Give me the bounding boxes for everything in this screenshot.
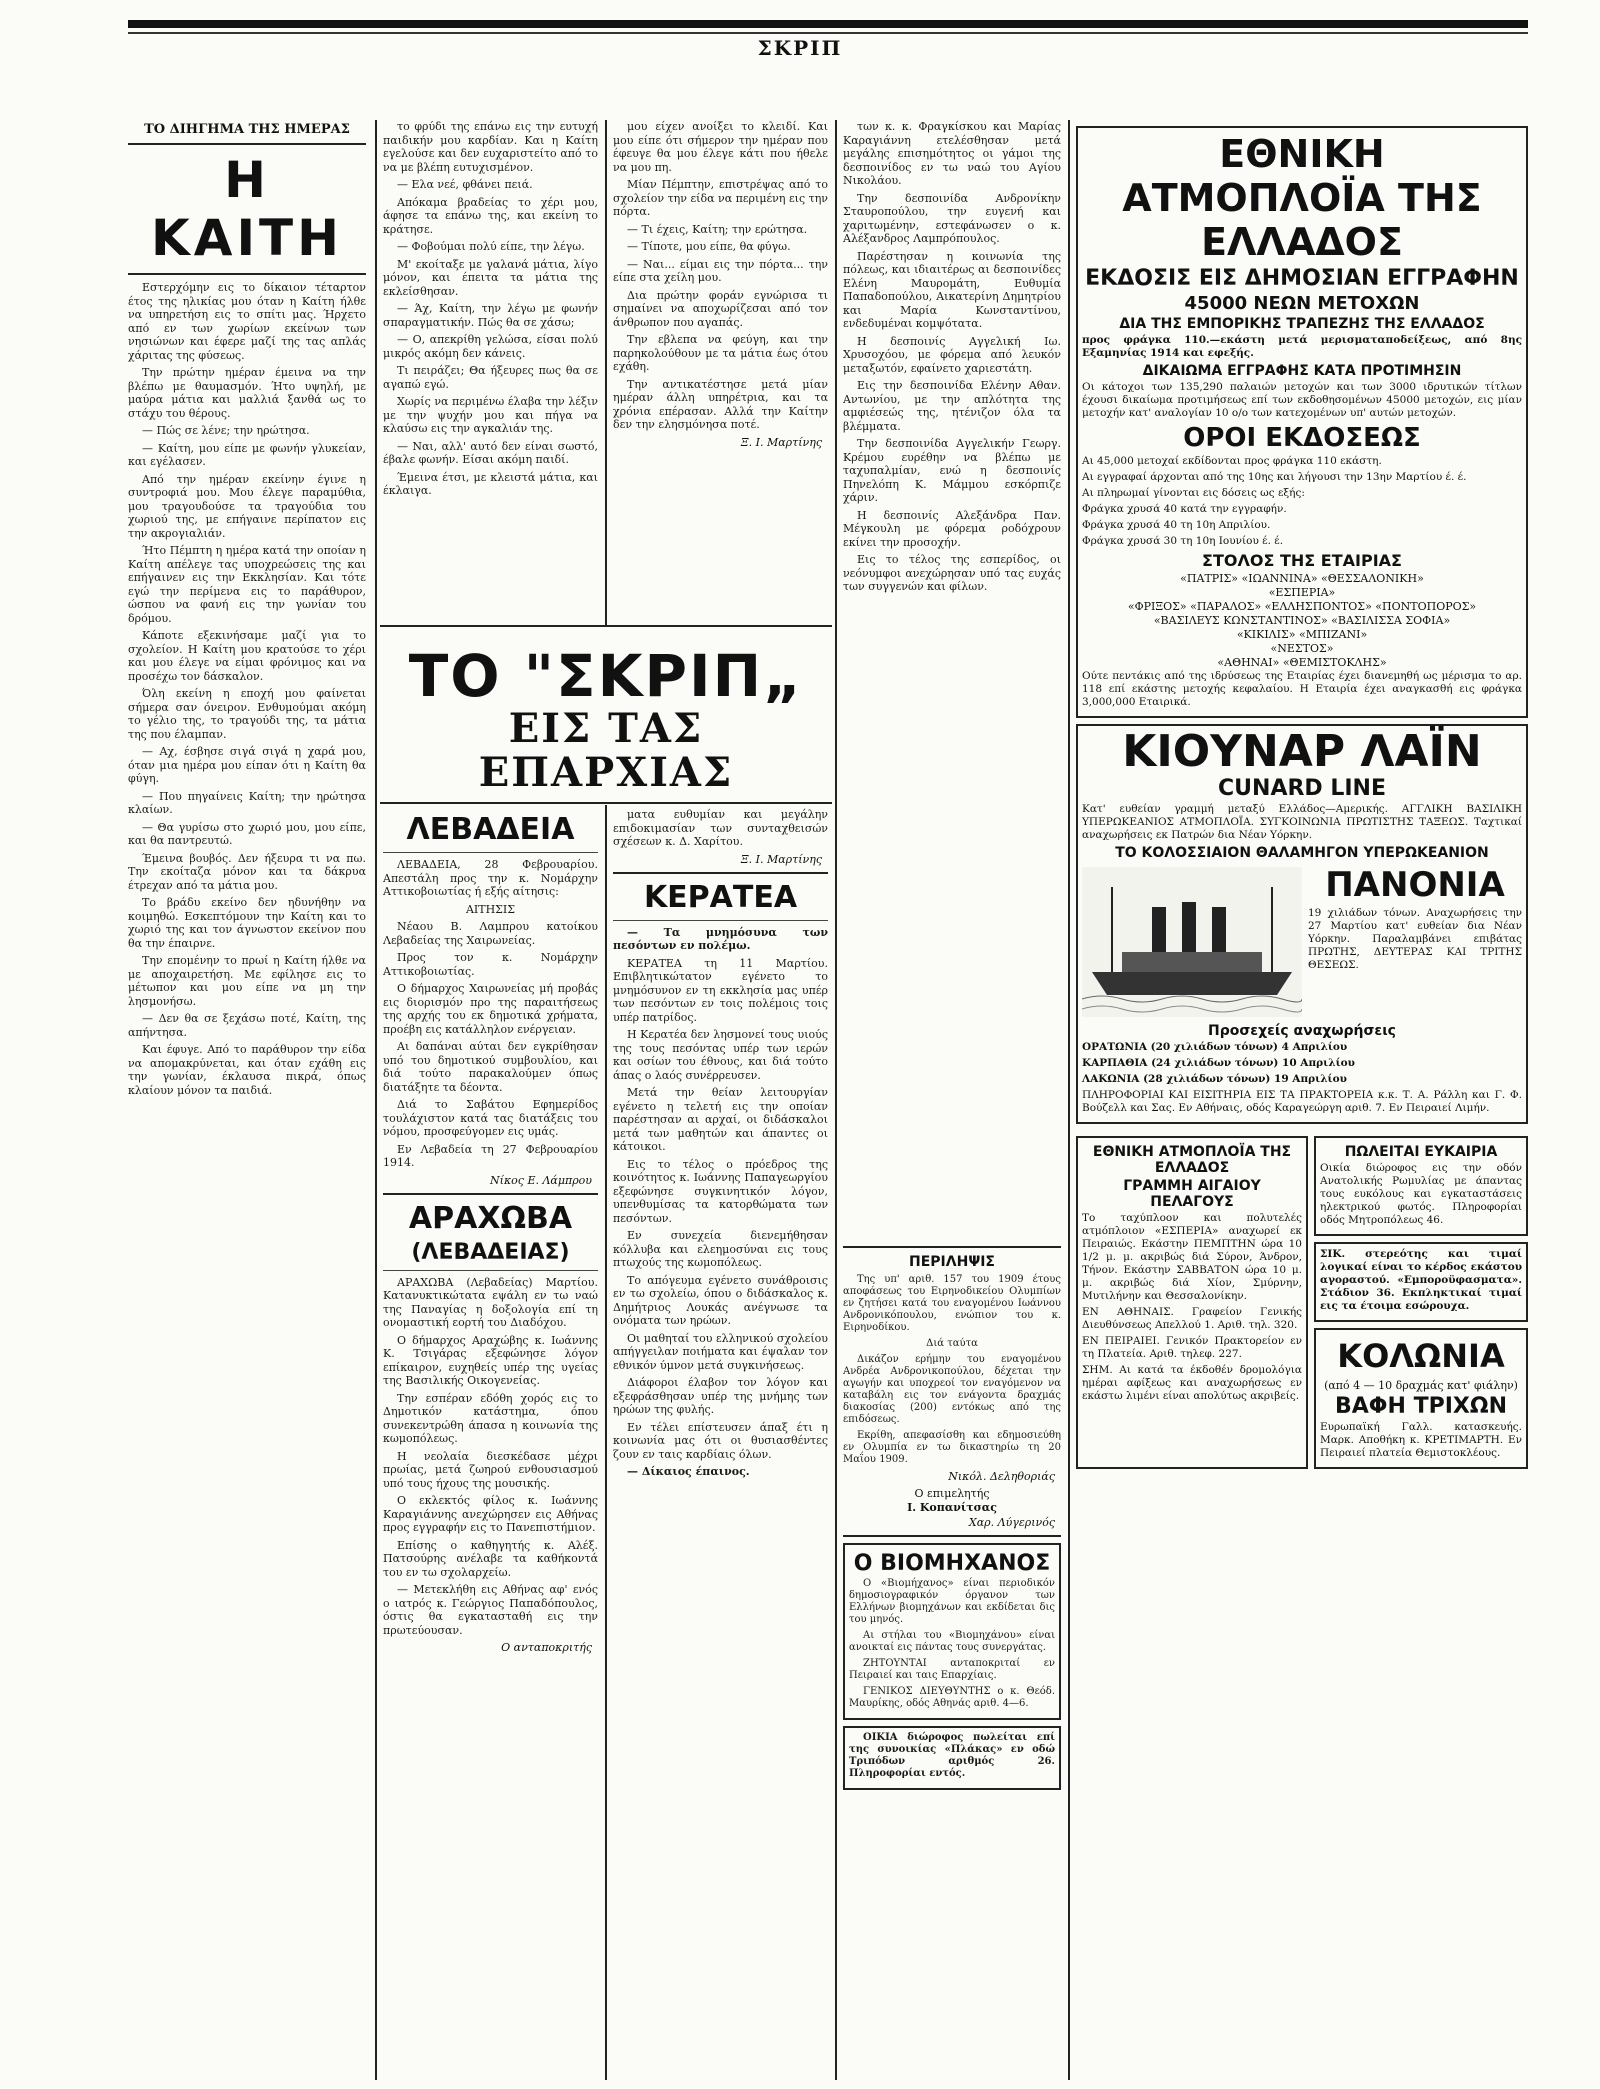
society-paragraph: Η δεσποινίς Αλεξάνδρα Παν. Μέγκουλη με φόρεμα ροδόχρουν εκίνει την προσοχήν.: [843, 508, 1061, 549]
town-heading: ΑΡΑΧΩΒΑ: [408, 1200, 573, 1236]
report-paragraph: Διά το Σαβάτου Εφημερίδος τουλάχιστον κατά τας διατάξεις του νόμου, προσφεύγομεν εις υμάς.: [383, 1098, 598, 1138]
steamship-illustration: [1082, 867, 1302, 1017]
report-paragraph: Νέαου Β. Λαμπρου κατοίκου Λεβαδείας της Χαιρωνείας.: [383, 920, 598, 947]
cologne-title: ΚΟΛΩΝΙΑ: [1337, 1337, 1505, 1375]
terms-line: Φράγκα χρυσά 40 κατά την εγγραφήν.: [1082, 503, 1287, 515]
cunard-agent: ΠΛΗΡΟΦΟΡΙΑΙ ΚΑΙ ΕΙΣΙΤΗΡΙΑ ΕΙΣ ΤΑ ΠΡΑΚΤΟΡΕΙΑ κ.κ. Τ. Α. Ράλλη και Γ. Φ. Βούζελλ και Σας. Εν Αθήναις, οδός Καραγεώργη αριθ. 7. Εν Πειραιεί Λιμήν.: [1082, 1089, 1522, 1114]
column-notices: [843, 1240, 1061, 2080]
line2-note: ΣΗΜ. Αι κατά τα έκδοθέν δρομολόγια ημέραι αφίξεως και αναχωρήσεως εν εκάστω λιμένι είναι απολύτως ακριβείς.: [1082, 1364, 1302, 1402]
fleet-text: Ούτε πεντάκις από της ιδρύσεως της Εταιρίας έχει διανεμηθή ως μέρισμα το αρ. 118 επί εκάστης μετοχής κεφαλαίου. Η Εταιρία έχει αναγκασθή εις φράγκα 3,000,000 Εταιρικά.: [1082, 670, 1522, 708]
report-paragraph: Το απόγευμα εγένετο συνάθροισις εν τω σχολείω, όπου ο διδάσκαλος κ. Δημήτριος Λουκάς ανέγνωσε τα ονόματα των ηρώων.: [613, 1273, 828, 1327]
paper-ad: [843, 1543, 1061, 1720]
report-paragraph: Διάφοροι έλαβον τον λόγον και εξεφράσθησαν υπέρ της μνήμης των ηρώων της φυλής.: [613, 1376, 828, 1416]
paper-title: Ο ΒΙΟΜΗΧΑΝΟΣ: [853, 1551, 1051, 1576]
report-paragraph: Εις το τέλος ο πρόεδρος της κοινότητος κ. Ιωάννης Παπαγεωργίου εξεφώνησε συγκινητικόν λόγον, υπενθυμίσας τα κατορθώματα των πεσόντων.: [613, 1157, 828, 1225]
provinces-banner: [380, 625, 832, 804]
report-paragraph: Ο δήμαρχος Χαιρωνείας μή προβάς εις διορισμόν προ της παραιτήσεως της αρχής του εκ δημοτικά χρήματα, προέβη εις κατάλληλον ενέργειαν.: [383, 982, 598, 1036]
notice-signature: Ο επιμελητής: [914, 1487, 990, 1500]
banner-title: ΤΟ "ΣΚΡΙΠ„: [408, 642, 804, 710]
terms-line: Αι εγγραφαί άρχονται από της 10ης και λήγουσι την 13ην Μαρτίου έ. έ.: [1082, 471, 1467, 483]
story-paragraph: — Άχ, Καίτη, την λέγω με φωνήν σπαραγματικήν. Πώς θα σε χάσω;: [383, 302, 598, 329]
story-paragraph: Μ' εκοίταξε με γαλανά μάτια, λίγο μόνον, και έπειτα τα μάτια της εκλείσθησαν.: [383, 257, 598, 298]
notice-paragraph: Διά ταύτα: [926, 1338, 978, 1349]
report-paragraph: Την εσπέραν εδόθη χορός εις το Δημοτικόν κατάστημα, όπου συνεκεντρώθη άπασα η κοινωνία της κωμοπόλεως.: [383, 1391, 598, 1445]
departure-line: ΚΑΡΠΑΘΙΑ (24 χιλιάδων τόνων) 10 Απριλίου: [1082, 1057, 1355, 1069]
offer-ad: [1314, 1136, 1528, 1236]
story-paragraph: — Θα γυρίσω στο χωριό μου, μου είπε, και θα παντρευτώ.: [128, 820, 366, 847]
ship-block: [1082, 863, 1522, 1021]
divider: [613, 920, 828, 921]
column-keratea: [613, 808, 828, 2078]
story-paragraph: Κάποτε εξεκινήσαμε μαζί για το σχολείον. Η Καίτη μου κρατούσε το χέρι και μου έλεγε να είμαι φρόνιμος και να προσέχω τον δάσκαλον.: [128, 629, 366, 683]
notice-paragraph: Δικάζον ερήμην του εναγομένου Ανδρέα Ανδρονικοπούλου, δέχεται την αγωγήν και υποχρεοί τον εναγόμενον να καταβάλη εις τον ενάγοντα δραχμάς διακοσίας (200) εντόκως από της επιδόσεως.: [843, 1354, 1061, 1425]
society-paragraph: Την δεσποινίδα Ανδρονίκην Σταυροπούλου, την ευγενή και χαριτωμένην, εστεφάνωσεν ο κ. Αλέξανδρος Λαμπρόπουλος.: [843, 191, 1061, 245]
cunard-subtitle: CUNARD LINE: [1218, 776, 1386, 801]
society-paragraph: Εις την δεσποινίδα Ελένην Αθαν. Αντωνίου, με την απλότητα της αμφιέσεώς της, ητένιζον όλα τα βλέμματα.: [843, 379, 1061, 433]
report-signature: Ξ. Ι. Μαρτίνης: [740, 852, 822, 866]
story-paragraph: Την εβλεπα να φεύγη, και την παρηκολούθουν με τα μάτια έως ότου εχάθη.: [613, 333, 828, 373]
small-ads: [1314, 1130, 1528, 1475]
story-headline: Η ΚΑΙΤΗ: [151, 151, 343, 267]
report-paragraph: — Μετεκλήθη εις Αθήνας αφ' ενός ο ιατρός κ. Γεώργιος Παπαδόπουλος, όστις θα εγκατασταθή εις την πρωτεύουσαν.: [383, 1583, 598, 1637]
story-paragraph: — Πώς σε λένε; την ηρώτησα.: [142, 424, 310, 437]
terms-title: ΟΡΟΙ ΕΚΔΟΣΕΩΣ: [1183, 423, 1421, 453]
ship-name: ΠΑΝΟΝΙΑ: [1325, 865, 1505, 905]
column-ads: [1076, 120, 1528, 2080]
house-ad-text: ΟΙΚΙΑ διώροφος πωλείται επί της συνοικίας «Πλάκας» εν οδώ Τριπόδων αριθμός 26. Πληροφορίαι εντός.: [849, 1732, 1055, 1779]
bank-price: προς φράγκα 110.—εκάστη μετά μερισματαποδείξεως, από 8ης Εξαμηνίας 1914 και εφεξής.: [1082, 334, 1522, 359]
shop-text: ΣΙΚ. στερεότης και τιμαί λογικαί είναι το κέρδος εκάστου αγοραστού. «Εμποροϋφασματα». Στάδιον 36. Εκπληκτικαί τιμαί εις τα έτοιμα εσώρουχα.: [1320, 1248, 1522, 1312]
report-paragraph: ΑΙΤΗΣΙΣ: [465, 902, 516, 916]
banner-subtitle: ΕΙΣ ΤΑΣ ΕΠΑΡΧΙΑΣ: [478, 705, 734, 796]
line2-text: Το ταχύπλοον και πολυτελές ατμόπλοιον «ΕΣΠΕΡΙΑ» αναχωρεί εκ Πειραιώς. Εκάστην ΠΕΜΠΤΗΝ ώρα 10 1/2 μ. μ. ακριβώς διά Σύρον, Άνδρον, Τήνον. Εκάστην ΣΑΒΒΑΤΟΝ ώρα 10 μ. μ. ακριβώς διά Χίον, Σμύρνην, Μυτιλήνην και Θεσσαλονίκην.: [1082, 1212, 1302, 1302]
section-title: ΤΟ ΔΙΗΓΗΜΑ ΤΗΣ ΗΜΕΡΑΣ: [144, 122, 350, 137]
bank-shares: 45000 ΝΕΩΝ ΜΕΤΟΧΩΝ: [1184, 293, 1420, 314]
top-rule-thin: [128, 32, 1528, 34]
bank-text: Οι κάτοχοι των 135,290 παλαιών μετοχών και των 3000 ιδρυτικών τίτλων έχουσι δικαίωμα προτιμήσεως επί των εκδοθησομένων 45000 μετοχών, εις μίαν μετοχήν κατ' αναλογίαν 10 ο/ο των κατεχομένων υπ' αυτών μετοχών.: [1082, 381, 1522, 419]
story-paragraph: — Ναι... είμαι εις την πόρτα... την είπε στα χείλη μου.: [613, 257, 828, 284]
society-paragraph: Η δεσποινίς Αγγελική Ιω. Χρυσοχόου, με φόρεμα από λευκόν μεταξωτόν, εφαίνετο χαριεστάτη.: [843, 334, 1061, 375]
story-paragraph: — Καίτη, μου είπε με φωνήν γλυκείαν, και εγέλασεν.: [128, 441, 366, 468]
fleet-line: «ΝΕΣΤΟΣ»: [1270, 642, 1334, 655]
report-signature: Νίκος Ε. Λάμπρου: [490, 1173, 592, 1187]
report-paragraph: Ο εκλεκτός φίλος κ. Ιωάννης Καραγιάννης ανεχώρησεν εις Αθήνας προς εγγραφήν εις το Πανεπιστήμιον.: [383, 1494, 598, 1534]
report-paragraph: Εν τέλει επίστευσεν άπαξ έτι η κοινωνία μας ότι οι θυσιασθέντες ζουν εν ταις καρδίαις όλων.: [613, 1420, 828, 1461]
society-paragraph: Εις το τέλος της εσπερίδος, οι νεόνυμφοι ανεχώρησαν υπό τας ευχάς των συγγενών και φίλων.: [843, 553, 1061, 593]
terms-line: Αι 45,000 μετοχαί εκδίδονται προς φράγκα 110 εκάστη.: [1082, 455, 1382, 467]
report-paragraph: Οι μαθηταί του ελληνικού σχολείου απήγγειλαν ποιήματα και έψαλαν τον εθνικόν ύμνον μετά συγκινήσεως.: [613, 1331, 828, 1372]
bank-ad: [1076, 126, 1528, 718]
story-paragraph: — Ελα νεέ, φθάνει πειά.: [397, 178, 533, 191]
column-story-continued: [383, 120, 598, 620]
report-paragraph: Εν συνεχεία διενεμήθησαν κόλλυβα και ελεημοσύναι εις τους πτωχούς της κωμοπόλεως.: [613, 1229, 828, 1269]
town-subheading: (ΛΕΒΑΔΕΙΑΣ): [411, 1239, 570, 1265]
story-paragraph: Από την ημέραν εκείνην έγινε η συντροφιά μου. Μου έλεγε παραμύθια, μου τραγουδούσε τα τραγούδια του χωριού της, με επήγαινε περίπατον εις την ακρογιαλιάν.: [128, 472, 366, 540]
story-paragraph: — Τίποτε, μου είπε, θα φύγω.: [627, 240, 791, 253]
column-levadeia: [383, 808, 598, 2078]
cunard-text: Κατ' ευθείαν γραμμή μεταξύ Ελλάδος—Αμερικής. ΑΓΓΛΙΚΗ ΒΑΣΙΛΙΚΗ ΥΠΕΡΩΚΕΑΝΙΟΣ ΑΤΜΟΠΛΟΪΑ. ΣΥΓΚΟΙΝΩΝΙΑ ΠΡΩΤΙΣΤΗΣ ΤΑΞΕΩΣ. Ταχτικαί αναχωρήσεις εκ Πατρών δια Νέαν Υόρκην.: [1082, 803, 1522, 841]
story-paragraph: το φρύδι της επάνω εις την ευτυχή παιδικήν μου καρδίαν. Και η Καίτη εγελούσε και δεν ευχαριστείτο από το να με βλέπη ευτυχισμένον.: [383, 120, 598, 174]
society-paragraph: των κ. κ. Φραγκίσκου και Μαρίας Καραγιάννη ετελέσθησαν μετά μεγάλης επισημότητος οι γάμοι της δεσποινίδος εν τω ναώ του Αγίου Νικολάου.: [843, 120, 1061, 187]
report-signature: Ο ανταποκριτής: [501, 1641, 592, 1654]
bank-right-title: ΔΙΚΑΙΩΜΑ ΕΓΓΡΑΦΗΣ ΚΑΤΑ ΠΡΟΤΙΜΗΣΙΝ: [1142, 363, 1462, 379]
story-paragraph: Εστερχόμην εις το δίκαιον τέταρτον έτος της ηλικίας μου όταν η Καίτη ήλθε να υπηρετήση εις το σπίτι μας. Ήρχετο από εν των χωρίων εκείνων των νησιώνων και έφερε μαζί της τας απλάς χάριτας της φύσεως.: [128, 281, 366, 362]
report-paragraph: Μετά την θείαν λειτουργίαν εγένετο η τελετή εις την οποίαν παρέστησαν αι αρχαί, οι διδάσκαλοι μετά των μαθητών και άπαντες οι κάτοικοι.: [613, 1086, 828, 1153]
notice-paragraph: Εκρίθη, απεφασίσθη και εδημοσιεύθη εν Ολυμπία εν τω δικαστηρίω τη 20 Μαΐου 1909.: [843, 1430, 1061, 1465]
line2-subtitle: ΓΡΑΜΜΗ ΑΙΓΑΙΟΥ ΠΕΛΑΓΟΥΣ: [1123, 1178, 1261, 1210]
offer-title: ΠΩΛΕΙΤΑΙ ΕΥΚΑΙΡΙΑ: [1344, 1144, 1498, 1160]
departure-line: ΟΡΑΤΩΝΙΑ (20 χιλιάδων τόνων) 4 Απριλίου: [1082, 1041, 1348, 1053]
cologne-ad: [1314, 1328, 1528, 1469]
report-paragraph: Η Κερατέα δεν λησμονεί τους υιούς της τους πεσόντας υπέρ των ιερών και οσίων του έθνους, και διά τούτο άπας ο λαός συνέρρευσεν.: [613, 1028, 828, 1082]
paper-paragraph: Ο «Βιομήχανος» είναι περιοδικόν δημοσιογραφικόν όργανον των Ελλήνων βιομηχάνων και εκδίδεται δις του μηνός.: [849, 1578, 1055, 1625]
house-ad: [843, 1726, 1061, 1790]
report-paragraph: Η νεολαία διεσκέδασε μέχρι πρωίας, μετά ζωηρού ενθουσιασμού υπό τους ήχους της μουσικής.: [383, 1449, 598, 1490]
society-paragraph: Παρέστησαν η κοινωνία της πόλεως, και ιδιαιτέρως αι δεσποινίδες Ελένη Μαυρομάτη, Ευθυμία Παπαδοπούλου, Αικατερίνη Δημητρίου και Μαρία Κωνσταντίνου, ενδεδυμέναι κομψότατα.: [843, 249, 1061, 330]
cunard-title: ΚΙΟΥΝΑΡ ΛΑΪΝ: [1122, 726, 1482, 777]
fleet-line: «ΚΙΚΙΛΙΣ» «ΜΠΙΖΑΝΙ»: [1236, 628, 1368, 641]
report-paragraph: ματα ευθυμίαν και μεγάλην επιδοκιμασίαν των συνταχθεισών σχέσεων κ. Δ. Χαρίτου.: [613, 808, 828, 848]
notice-signature: Νικόλ. Δεληθοριάς: [948, 1470, 1055, 1483]
story-paragraph: — Ο, απεκρίθη γελώσα, είσαι πολύ μικρός ακόμη δεν κάνεις.: [383, 333, 598, 360]
report-paragraph: Εν Λεβαδεία τη 27 Φεβρουαρίου 1914.: [383, 1142, 598, 1169]
story-paragraph: Την αντικατέστησε μετά μίαν ημέραν άλλη υπηρέτρια, και τα χρόνια επέρασαν. Αλλά την Καίτην δεν την ελησμόνησα ποτέ.: [613, 377, 828, 431]
story-paragraph: Δια πρώτην φοράν εγνώρισα τι σημαίνει να αποχωρίζεσαι από τον άνθρωπον που αγαπάς.: [613, 288, 828, 329]
story-paragraph: Τι πειράζει; Θα ήξευρες πως θα σε αγαπώ εγώ.: [383, 364, 598, 391]
line2-address: ΕΝ ΠΕΙΡΑΙΕΙ. Γενικόν Πρακτορείον εν τη Πλατεία. Αριθ. τηλεφ. 227.: [1082, 1335, 1302, 1360]
fleet-title: ΣΤΟΛΟΣ ΤΗΣ ΕΤΑΙΡΙΑΣ: [1202, 551, 1402, 570]
ads-bottom-row: [1076, 1130, 1528, 1475]
story-paragraph: — Δεν θα σε ξεχάσω ποτέ, Καίτη, της απήντησα.: [128, 1012, 366, 1039]
divider: [383, 1193, 598, 1195]
story-paragraph: — Τι έχεις, Καίτη; την ερώτησα.: [627, 222, 808, 236]
bank-title: ΕΘΝΙΚΗ ΑΤΜΟΠΛΟΪΑ ΤΗΣ ΕΛΛΑΔΟΣ: [1122, 132, 1482, 264]
notice-title: ΠΕΡΙΛΗΨΙΣ: [909, 1254, 995, 1270]
dye-title: ΒΑΦΗ ΤΡΙΧΩΝ: [1335, 1394, 1507, 1419]
divider: [613, 872, 828, 874]
column-divider: [605, 805, 607, 2080]
report-paragraph: ΑΡΑΧΩΒΑ (Λεβαδείας) Μαρτίου. Κατανυκτικώτατα εψάλη εν τω ναώ της Παναγίας η δοξολογία επί τη ονομαστική εορτή του Διαδόχου.: [383, 1275, 598, 1329]
paper-paragraph: ΓΕΝΙΚΟΣ ΔΙΕΥΘΥΝΤΗΣ ο κ. Θεόδ. Μαυρίκης, οδός Αθηνάς αριθ. 4—6.: [849, 1686, 1055, 1709]
society-paragraph: Την δεσποινίδα Αγγελικήν Γεωργ. Κρέμου ευρέθην να βλέπω με ταχυπαλμίαν, ενώ η δεσποινίς Πηνελόπη Κ. Μάμμου εσκόρπιζε χάριν.: [843, 437, 1061, 504]
column-society: [843, 120, 1061, 1230]
story-paragraph: Χωρίς να περιμένω έλαβα την λέξιν με την ψυχήν μου και πήγα να κλαύσω εις την αγκαλιάν της.: [383, 395, 598, 435]
story-paragraph: μου είχεν ανοίξει το κλειδί. Και μου είπε ότι σήμερον την ημέραν που έφευγε θα μου έλεγε κάτι που ήθελε να μου πη.: [613, 120, 828, 174]
report-paragraph: Επίσης ο καθηγητής κ. Αλέξ. Πατσούρης ανέλαβε τα καθήκοντά του εν τω σχολαρχείω.: [383, 1538, 598, 1579]
column-story: [128, 120, 366, 2080]
divider: [128, 143, 366, 145]
cologne-sub: (από 4 — 10 δραχμάς κατ' φιάλην): [1324, 1379, 1518, 1392]
column-divider: [375, 120, 377, 2080]
dye-text: Ευρωπαϊκή Γαλλ. κατασκευής. Μαρκ. Αποθήκη κ. ΚΡΕΤΙΜΑΡΤΗ. Εν Πειραιεί πλατεία Θεμιστοκλέους.: [1320, 1421, 1522, 1459]
bank-via: ΔΙΑ ΤΗΣ ΕΜΠΟΡΙΚΗΣ ΤΡΑΠΕΖΗΣ ΤΗΣ ΕΛΛΑΔΟΣ: [1119, 316, 1485, 332]
divider: [383, 852, 598, 853]
ship-info: 19 χιλιάδων τόνων. Αναχωρήσεις την 27 Μαρτίου κατ' ευθείαν δια Νέαν Υόρκην. Παραλαμβάνει επιβάτας ΠΡΩΤΗΣ, ΔΕΥΤΕΡΑΣ ΚΑΙ ΤΡΙΤΗΣ ΘΕΣΕΩΣ.: [1308, 907, 1522, 971]
notice-signature: Ι. Κοπανίτσας: [907, 1501, 997, 1514]
fleet-line: «ΠΑΤΡΙΣ» «ΙΩΑΝΝΙΝΑ» «ΘΕΣΣΑΛΟΝΙΚΗ»: [1180, 572, 1424, 585]
aegean-line-ad: [1076, 1136, 1308, 1469]
terms-line: Φράγκα χρυσά 30 τη 10η Ιουνίου έ. έ.: [1082, 535, 1284, 547]
fleet-line: «ΒΑΣΙΛΕΥΣ ΚΩΝΣΤΑΝΤΙΝΟΣ» «ΒΑΣΙΛΙΣΣΑ ΣΟΦΙΑ»: [1153, 614, 1451, 627]
story-paragraph: Απόκαμα βραδείας το χέρι μου, άφησε τα επάνω της, και εκείνη το κράτησε.: [383, 195, 598, 236]
paper-paragraph: Αι στήλαι του «Βιομηχάνου» είναι ανοικταί εις πάντας τους συνεργάτας.: [849, 1630, 1055, 1653]
top-rule: [128, 20, 1528, 28]
cunard-ad: [1076, 724, 1528, 1124]
story-paragraph: Και έφυγε. Από το παράθυρον την είδα να απομακρύνεται, και όταν εχάθη εις την γωνίαν, έκλαυσα πικρά, όπως κλαίουν μόνον τα παιδιά.: [128, 1043, 366, 1097]
fleet-line: «ΑΘΗΝΑΙ» «ΘΕΜΙΣΤΟΚΛΗΣ»: [1217, 656, 1387, 669]
story-paragraph: — Που πηγαίνεις Καίτη; την ηρώτησα κλαίων.: [128, 789, 366, 816]
shop-ad: [1314, 1242, 1528, 1322]
report-paragraph: Αι δαπάναι αύται δεν εγκρίθησαν υπό του δημοτικού συμβουλίου, και διά τούτο παρακαλούμεν όπως διατάξητε τα δέοντα.: [383, 1040, 598, 1094]
report-paragraph: — Δίκαιος έπαινος.: [627, 1465, 750, 1478]
divider: [128, 273, 366, 275]
column-divider: [835, 120, 837, 2080]
story-paragraph: — Ναι, αλλ' αυτό δεν είναι σωστό, έβαλε φωνήν. Είσαι ακόμη παιδί.: [383, 439, 598, 466]
notice-paragraph: Της υπ' αριθ. 157 του 1909 έτους αποφάσεως του Ειρηνοδικείου Ολυμπίων εν ζητήσει κατά του εναγομένου Ιωάννου Ανδρονικόπουλου, ενώπιον του κ. Ειρηνοδίκου.: [843, 1274, 1061, 1333]
report-paragraph: Προς τον κ. Νομάρχην Αττικοβοιωτίας.: [383, 951, 598, 978]
column-story-end: [613, 120, 828, 620]
terms-line: Φράγκα χρυσά 40 τη 10η Απριλίου.: [1082, 519, 1271, 531]
report-paragraph: Ο δήμαρχος Αραχώβης κ. Ιωάννης Κ. Τσιγάρας εξεφώνησε λόγον επίκαιρον, ευχηθείς υπέρ της υγείας της Βασιλικής Οικογενείας.: [383, 1333, 598, 1387]
story-paragraph: Την πρώτην ημέραν έμεινα να την βλέπω με θαυμασμόν. Ήτο υψηλή, με μαύρα μάτια και μαλλιά ξανθά ως το στάχυ του θέρους.: [128, 366, 366, 420]
fleet-line: «ΕΣΠΕΡΙΑ»: [1268, 586, 1336, 599]
departure-line: ΛΑΚΩΝΙΑ (28 χιλιάδων τόνων) 19 Απριλίου: [1082, 1073, 1347, 1085]
story-paragraph: Ήτο Πέμπτη η ημέρα κατά την οποίαν η Καίτη απέλεγε τας υποχρεώσεις της και επήγαινεν εις την Εκκλησίαν. Και τότε εγώ την περίμενα εις το παράθυρον, ώσπου να φανή εις την γωνίαν του δρόμου.: [128, 544, 366, 625]
divider: [843, 1535, 1061, 1537]
offer-text: Οικία διώροφος εις την οδόν Ανατολικής Ρωμυλίας με άπαντας τους ευκόλους και εγκαταστάσεις ηλεκτρικού φωτός. Πληροφορίαι οδός Μητροπόλεως 46.: [1320, 1162, 1522, 1226]
masthead: ΣΚΡΙΠ: [757, 36, 843, 60]
story-paragraph: Την επομένην το πρωί η Καίτη ήλθε να με αποχαιρετήση. Με εφίλησε εις το μέτωπον και μου είπε να μη την λησμονήσω.: [128, 954, 366, 1008]
bank-subtitle: ΕΚΔΟΣΙΣ ΕΙΣ ΔΗΜΟΣΙΑΝ ΕΓΓΡΑΦΗΝ: [1085, 266, 1519, 291]
divider: [843, 1246, 1061, 1248]
story-paragraph: Έμεινα έτσι, με κλειστά μάτια, και έκλαιγα.: [383, 470, 598, 497]
story-paragraph: Όλη εκείνη η εποχή μου φαίνεται σήμερα σαν όνειρον. Ενθυμούμαι ακόμη το γέλιο της, το τραγούδι της, τα μάτια της που έλαμπαν.: [128, 687, 366, 741]
line2-title: ΕΘΝΙΚΗ ΑΤΜΟΠΛΟΪΑ ΤΗΣ ΕΛΛΑΔΟΣ: [1092, 1144, 1292, 1176]
line2-address: ΕΝ ΑΘΗΝΑΙΣ. Γραφείον Γενικής Διευθύνσεως Απελλού 1. Αριθ. τηλ. 320.: [1082, 1306, 1302, 1331]
fleet-line: «ΦΡΙΞΟΣ» «ΠΑΡΑΛΟΣ» «ΕΛΛΗΣΠΟΝΤΟΣ» «ΠΟΝΤΟΠΟΡΟΣ»: [1127, 600, 1477, 613]
column-divider: [1068, 120, 1070, 2080]
story-paragraph: Μίαν Πέμπτην, επιστρέψας από το σχολείον την είδα να περιμένη εις την πόρτα.: [613, 178, 828, 218]
story-paragraph: Έμεινα βουβός. Δεν ήξευρα τι να πω. Την εκοίταζα μόνον και τα δάκρυα έτρεχαν από τα μάτια μου.: [128, 851, 366, 892]
departures-title: Προσεχείς αναχωρήσεις: [1208, 1023, 1396, 1039]
story-paragraph: — Αχ, έσβησε σιγά σιγά η χαρά μου, όταν μια ημέρα μου είπαν ότι η Καίτη θα φύγη.: [128, 745, 366, 785]
report-paragraph: ΚΕΡΑΤΕΑ τη 11 Μαρτίου. Επιβλητικώτατον εγένετο το μνημόσυνον εν τη εκκλησία μας υπέρ των πεσόντων εν τοις πολέμοις τοις υπέρ πατρίδος.: [613, 956, 828, 1024]
terms-line: Αι πληρωμαί γίνονται εις δόσεις ως εξής:: [1082, 487, 1305, 499]
town-heading: ΚΕΡΑΤΕΑ: [643, 879, 798, 915]
town-heading: ΛΕΒΑΔΕΙΑ: [406, 812, 575, 847]
paper-paragraph: ΖΗΤΟΥΝΤΑΙ ανταποκριταί εν Πειραιεί και ταις Επαρχίαις.: [849, 1658, 1055, 1681]
story-paragraph: — Φοβούμαι πολύ είπε, την λέγω.: [397, 240, 585, 253]
divider: [383, 1270, 598, 1271]
report-paragraph: ΛΕΒΑΔΕΙΑ, 28 Φεβρουαρίου. Απεστάλη προς την κ. Νομάρχην Αττικοβοιωτίας ή εξής αίτησις:: [383, 858, 598, 898]
cunard-ships: ΤΟ ΚΟΛΟΣΣΙΑΙΟΝ ΘΑΛΑΜΗΓΟΝ ΥΠΕΡΩΚΕΑΝΙΟΝ: [1115, 845, 1489, 861]
story-paragraph: Το βράδυ εκείνο δεν ηδυνήθην να κοιμηθώ. Εσκεπτόμουν την Καίτη και το χωριό της και τον άγνωστον εκείνον που θα την έπαιρνε.: [128, 896, 366, 950]
report-kicker: — Τα μνημόσυνα των πεσόντων εν πολέμω.: [613, 925, 828, 952]
story-signature: Ξ. Ι. Μαρτίνης: [740, 435, 822, 449]
notice-signature: Χαρ. Λύγερινός: [968, 1516, 1055, 1529]
